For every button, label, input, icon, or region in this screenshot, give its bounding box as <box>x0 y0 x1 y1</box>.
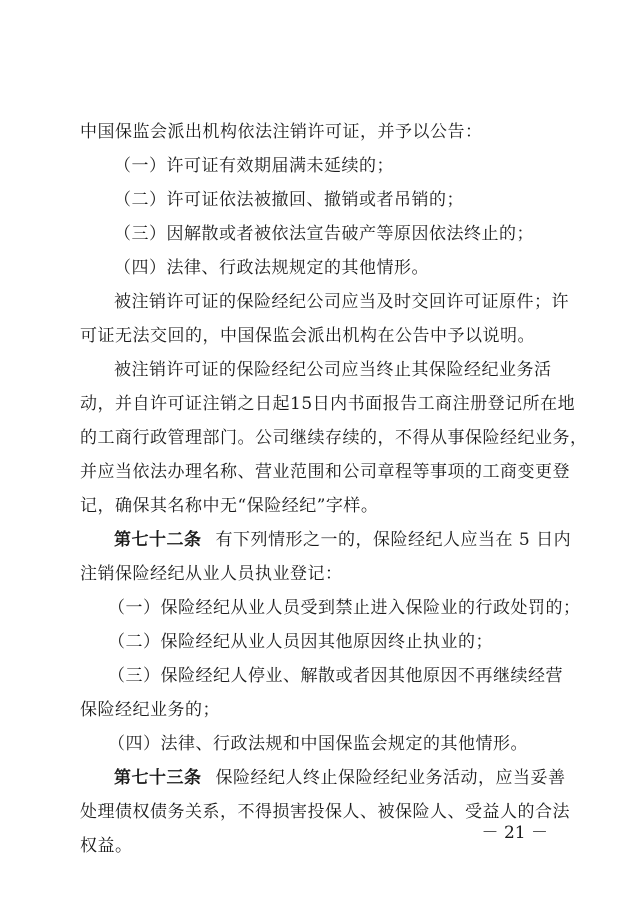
paragraph-line: 动，并自许可证注销之日起15日内书面报告工商注册登记所在地 <box>80 394 576 414</box>
list-item: （三）保险经纪人停业、解散或者因其他原因不再继续经营 <box>108 666 563 686</box>
list-item: （三）因解散或者被依法宣告破产等原因依法终止的； <box>114 224 534 244</box>
list-item: （一）许可证有效期届满未延续的； <box>114 156 394 176</box>
paragraph-line: 并应当依法办理名称、营业范围和公司章程等事项的工商变更登 <box>80 462 570 482</box>
list-item: （一）保险经纪从业人员受到禁止进入保险业的行政处罚的； <box>108 598 581 618</box>
page-number: － 21 － <box>481 823 548 843</box>
article-73-line <box>80 761 570 795</box>
article-72-line <box>80 523 570 557</box>
document-body <box>80 115 588 863</box>
paragraph-line: 记，确保其名称中无“保险经纪”字样。 <box>80 496 379 516</box>
paragraph-line: 权益。 <box>80 836 133 856</box>
paragraph-line: 处理债权债务关系，不得损害投保人、被保险人、受益人的合法 <box>80 802 570 822</box>
list-item: （二）保险经纪从业人员因其他原因终止执业的； <box>108 632 493 652</box>
article-72-heading: 第七十二条 <box>114 530 202 550</box>
list-item: （二）许可证依法被撤回、撤销或者吊销的； <box>114 190 464 210</box>
paragraph-line: 的工商行政管理部门。公司继续存续的，不得从事保险经纪业务， <box>80 428 588 448</box>
article-72-text: 有下列情形之一的，保险经纪人应当在 5 日内 <box>215 530 572 550</box>
article-73-heading: 第七十三条 <box>114 768 202 788</box>
paragraph-line: 被注销许可证的保险经纪公司应当及时交回许可证原件；许 <box>114 292 569 312</box>
paragraph-line: 保险经纪业务的； <box>80 700 220 720</box>
list-item: （四）法律、行政法规规定的其他情形。 <box>114 258 429 278</box>
paragraph-line: 可证无法交回的，中国保监会派出机构在公告中予以说明。 <box>80 326 535 346</box>
list-item: （四）法律、行政法规和中国保监会规定的其他情形。 <box>108 734 528 754</box>
paragraph-line: 被注销许可证的保险经纪公司应当终止其保险经纪业务活 <box>114 360 552 380</box>
paragraph-line: 中国保监会派出机构依法注销许可证，并予以公告： <box>80 122 483 142</box>
article-73-text: 保险经纪人终止保险经纪业务活动，应当妥善 <box>215 768 566 788</box>
paragraph-line: 注销保险经纪从业人员执业登记： <box>80 564 343 584</box>
